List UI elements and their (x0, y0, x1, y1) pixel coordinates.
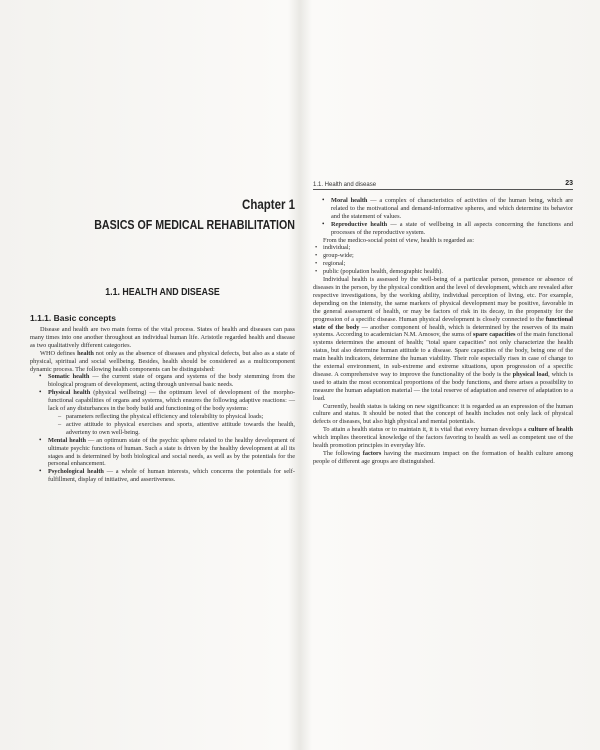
paragraph: From the medico-social point of view, health is regarded as: (323, 236, 475, 244)
chapter-title: BASICS OF MEDICAL REHABILITATION (94, 217, 295, 232)
left-body-text (30, 326, 295, 484)
list-item: • group-wide; (313, 252, 573, 260)
running-head: 1.1. Health and disease (313, 182, 573, 190)
paragraph: To attain a health status or to maintain it, it is vital that every human develops a culture of health which implies theoretical knowledge of the factors favoring to health as well as competent use of the health promotion principles in everyday life. (313, 426, 573, 450)
paragraph: WHO defines health not only as the absence of diseases and physical defects, but also as a state of physical, spiritual and social wellbeing. Besides, health should be considered as a multicomponent dynamic process. The following health components can be distinguished: (30, 349, 295, 373)
health-levels-list (313, 244, 573, 276)
list-item: • individual; (313, 244, 573, 252)
list-item: • Moral health — a complex of characteristics of activities of the human being, which are related to the motivational and demand-informative spheres, and which determine its behavior and the statement of values. (313, 197, 573, 221)
health-components-list-cont (313, 197, 573, 237)
list-item: • public (population health, demographic health). (313, 268, 573, 276)
list-item: • Physical health (physical wellbeing) — the optimum level of development of the morpho-functional capabilities of organs and systems, which ensures the following adaptive reactions: — lack of any disturbances in the body build and functioning of the body systems: – parameters reflecting the physical efficiency and tolerability to physical loads; – active attitude to physical exercises and sports, attentive attitude towards the health, adverteny to own well-being. (30, 389, 295, 436)
paragraph: Currently, health status is taking on new significance: it is regarded as an expression of the human culture and status. It should be noted that the concept of health includes not only lack of physical defects or diseases, but also high physical and mental potentials. (313, 402, 573, 426)
right-body-text (313, 197, 573, 466)
chapter-label: Chapter 1 (242, 196, 295, 212)
paragraph: Individual health is assessed by the well-being of a particular person, presence or absence of diseases in the person, by the physical condition and the level of development, which are revealed after respective investigations, by the working ability, individual perception of living, etc. For example, depending on the intensity, the same markers of physical development may be positive, favorable in the general assessment of health, or may be factors of risk in its decay, in the propensity for the progression of a specific disease. Human physical development is closely connected to the functional state of the body — another component of health, which is determined by the reserves of its main systems. According to academician N.M. Amosov, the sums of spare capacities of the main functional systems determines the amount of health; "total spare capacities" not only characterize the health status, but also determine human attitude to a disease. Spare capacities of the body, being one of the main health indicators, determine the human viability. Their role especially rises in case of change to the external environment, in sub-extreme and extreme situations, upon progression of a specific disease. A comprehensive way to improve the functionality of the body is the physical load, which is used to attain the most economical proportions of the body functions, and there arises a possibility to measure the human adaptation material — the total reserve of adaptation and reserve of adaptation to a load. (313, 276, 574, 402)
list-item: • Reproductive health — a state of wellbeing in all aspects concerning the functions and processes of the reproductive system. (313, 221, 573, 237)
list-item: • regional; (313, 260, 573, 268)
paragraph: The following factors having the maximum impact on the formation of health culture among people of different age groups are distinguished. (313, 450, 573, 465)
list-item: • Mental health — an optimum state of the psychic sphere related to the healthy development of ultimate psychic functions of human. Such a state is driven by the healthy development at all its stages and is determined by both biological and social needs, as well as by the potentials for the personal enhancement. (30, 437, 295, 469)
page-number: 23 (565, 180, 573, 187)
dash-list (48, 413, 295, 437)
subsection-title: 1.1.1. Basic concepts (30, 313, 116, 323)
health-components-list (30, 373, 295, 484)
list-item: • Somatic health — the current state of organs and systems of the body stemming from the biological program of development, acting through universal basic needs. (30, 373, 295, 389)
list-item: – active attitude to physical exercises and sports, attentive attitude towards the health, adverteny to own well-being. (48, 421, 295, 437)
list-item: • Psychological health — a whole of human interests, which concerns the potentials for self-fulfillment, display of initiative, and assertiveness. (30, 468, 295, 484)
list-item: – parameters reflecting the physical efficiency and tolerability to physical loads; (48, 413, 295, 421)
section-title: 1.1. HEALTH AND DISEASE (105, 287, 220, 298)
paragraph: Disease and health are two main forms of the vital process. States of health and diseases can pass many times into one another throughout an individual human life. Aristotle regarded health and disease as two qualitatively different categories. (30, 326, 295, 349)
